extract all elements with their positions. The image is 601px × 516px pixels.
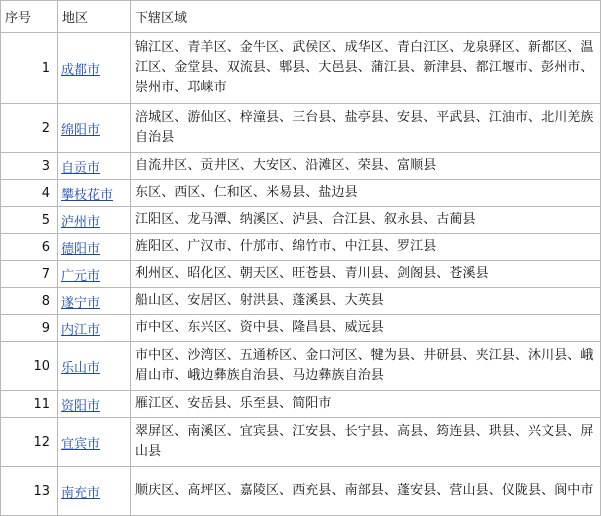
region-link-zigong[interactable]: 自贡市 <box>61 160 101 176</box>
region-cell <box>58 153 131 180</box>
table-row <box>1 342 601 391</box>
region-cell <box>58 391 131 418</box>
region-cell <box>58 234 131 261</box>
region-link-panzhihua[interactable]: 攀枝花市 <box>61 187 114 203</box>
subdivisions-cell: 自流井区、贡井区、大安区、沿滩区、荣县、富顺县 <box>131 153 601 180</box>
subdivisions-cell: 船山区、安居区、射洪县、蓬溪县、大英县 <box>131 288 601 315</box>
subdivisions-cell: 东区、西区、仁和区、米易县、盐边县 <box>131 180 601 207</box>
region-link-leshan[interactable]: 乐山市 <box>61 360 101 376</box>
subdivisions-cell: 旌阳区、广汉市、什邡市、绵竹市、中江县、罗江县 <box>131 234 601 261</box>
row-index: 6 <box>1 234 58 261</box>
region-link-ziyang[interactable]: 资阳市 <box>61 398 101 414</box>
table-row <box>1 33 601 104</box>
table-row <box>1 467 601 516</box>
row-index: 9 <box>1 315 58 342</box>
table-row <box>1 261 601 288</box>
region-link-neijiang[interactable]: 内江市 <box>61 322 101 338</box>
table-body <box>1 33 601 516</box>
subdivisions-cell: 江阳区、龙马潭、纳溪区、泸县、合江县、叙永县、古蔺县 <box>131 207 601 234</box>
region-cell <box>58 418 131 467</box>
subdivisions-cell: 锦江区、青羊区、金牛区、武侯区、成华区、青白江区、龙泉驿区、新都区、温江区、金堂县、双流县、郫县、大邑县、蒲江县、新津县、都江堰市、彭州市、崇州市、邛崃市 <box>131 33 601 104</box>
table-row <box>1 418 601 467</box>
subdivisions-cell: 顺庆区、高坪区、嘉陵区、西充县、南部县、蓬安县、营山县、仪陇县、阆中市 <box>131 467 601 516</box>
row-index: 12 <box>1 418 58 467</box>
table-header <box>1 1 601 33</box>
header-subdivisions: 下辖区域 <box>131 1 601 33</box>
table-row <box>1 315 601 342</box>
region-link-chengdu[interactable]: 成都市 <box>61 62 101 78</box>
header-region: 地区 <box>58 1 131 33</box>
region-cell <box>58 104 131 153</box>
subdivisions-cell: 利州区、昭化区、朝天区、旺苍县、青川县、剑阁县、苍溪县 <box>131 261 601 288</box>
row-index: 11 <box>1 391 58 418</box>
region-cell <box>58 315 131 342</box>
region-link-nanchong[interactable]: 南充市 <box>61 485 101 501</box>
header-index: 序号 <box>1 1 58 33</box>
region-cell <box>58 288 131 315</box>
row-index: 13 <box>1 467 58 516</box>
row-index: 10 <box>1 342 58 391</box>
region-cell <box>58 207 131 234</box>
region-cell <box>58 33 131 104</box>
region-link-suining[interactable]: 遂宁市 <box>61 295 101 311</box>
table-row <box>1 207 601 234</box>
row-index: 7 <box>1 261 58 288</box>
row-index: 3 <box>1 153 58 180</box>
table-row <box>1 104 601 153</box>
table-row <box>1 234 601 261</box>
region-link-deyang[interactable]: 德阳市 <box>61 241 101 257</box>
region-link-yibin[interactable]: 宜宾市 <box>61 436 101 452</box>
subdivisions-cell: 市中区、沙湾区、五通桥区、金口河区、犍为县、井研县、夹江县、沐川县、峨眉山市、峨边彝族自治县、马边彝族自治县 <box>131 342 601 391</box>
subdivisions-cell: 雁江区、安岳县、乐至县、简阳市 <box>131 391 601 418</box>
row-index: 8 <box>1 288 58 315</box>
row-index: 5 <box>1 207 58 234</box>
region-link-luzhou[interactable]: 泸州市 <box>61 214 101 230</box>
table-row <box>1 180 601 207</box>
region-link-guangyuan[interactable]: 广元市 <box>61 268 101 284</box>
table-row <box>1 153 601 180</box>
region-link-mianyang[interactable]: 绵阳市 <box>61 122 101 138</box>
region-cell <box>58 180 131 207</box>
region-cell <box>58 261 131 288</box>
row-index: 1 <box>1 33 58 104</box>
subdivisions-cell: 市中区、东兴区、资中县、隆昌县、威远县 <box>131 315 601 342</box>
row-index: 4 <box>1 180 58 207</box>
region-cell <box>58 467 131 516</box>
region-cell <box>58 342 131 391</box>
subdivisions-cell: 涪城区、游仙区、梓潼县、三台县、盐亭县、安县、平武县、江油市、北川羌族自治县 <box>131 104 601 153</box>
table-row <box>1 288 601 315</box>
subdivisions-cell: 翠屏区、南溪区、宜宾县、江安县、长宁县、高县、筠连县、珙县、兴文县、屏山县 <box>131 418 601 467</box>
row-index: 2 <box>1 104 58 153</box>
table-row <box>1 391 601 418</box>
header-row <box>1 1 601 33</box>
